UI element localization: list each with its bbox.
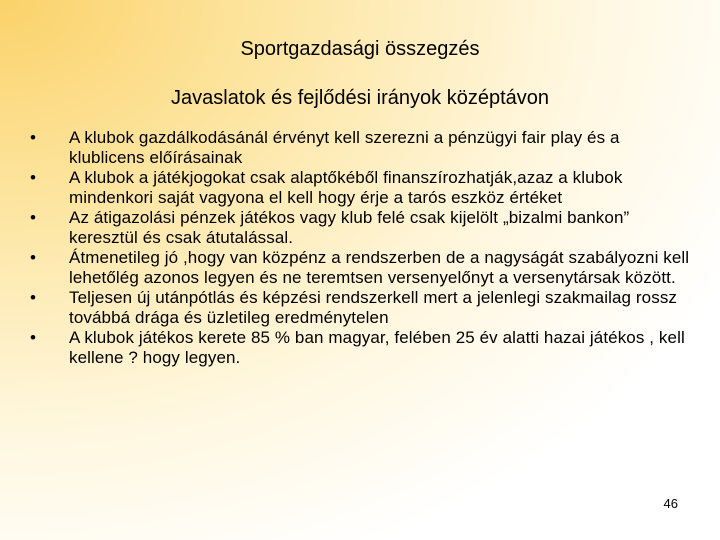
slide-title: Sportgazdasági összegzés (240, 38, 480, 60)
bullet-text: Teljesen új utánpótlás és képzési rendszerkell mert a jelenlegi szakmailag rossz továbbá drága és üzletileg eredménytelen (69, 288, 678, 327)
bullet-icon: • (30, 248, 37, 267)
bullet-icon: • (30, 208, 37, 227)
bullet-item (30, 208, 695, 248)
bullet-icon: • (30, 328, 37, 347)
bullet-text: A klubok játékos kerete 85 % ban magyar, felében 25 év alatti hazai játékos , kell kellene ? hogy legyen. (69, 328, 685, 367)
page-number: 46 (663, 496, 678, 511)
bullet-text: A klubok gazdálkodásánál érvényt kell szerezni a pénzügyi fair play és a klublicens előírásainak (69, 128, 620, 167)
bullet-icon: • (30, 168, 37, 187)
bullet-item (30, 288, 695, 328)
bullet-list (30, 128, 695, 368)
bullet-icon: • (30, 128, 37, 147)
bullet-item (30, 168, 695, 208)
bullet-item (30, 248, 695, 288)
bullet-icon: • (30, 288, 37, 307)
slide-subtitle: Javaslatok és fejlődési irányok középtávon (171, 87, 549, 109)
bullet-text: Az átigazolási pénzek játékos vagy klub felé csak kijelölt „bizalmi bankon” keresztül és csak átutalással. (69, 208, 630, 247)
bullet-text: Átmenetileg jó ,hogy van közpénz a rendszerben de a nagyságát szabályozni kell lehetőlég azonos legyen és ne teremtsen versenyelőnyt a versenytársak között. (69, 248, 690, 287)
bullet-item (30, 328, 695, 368)
bullet-text: A klubok a játékjogokat csak alaptőkéből finanszírozhatják,azaz a klubok mindenkori saját vagyona el kell hogy érje a tarós eszköz értéket (69, 168, 623, 207)
bullet-item (30, 128, 695, 168)
